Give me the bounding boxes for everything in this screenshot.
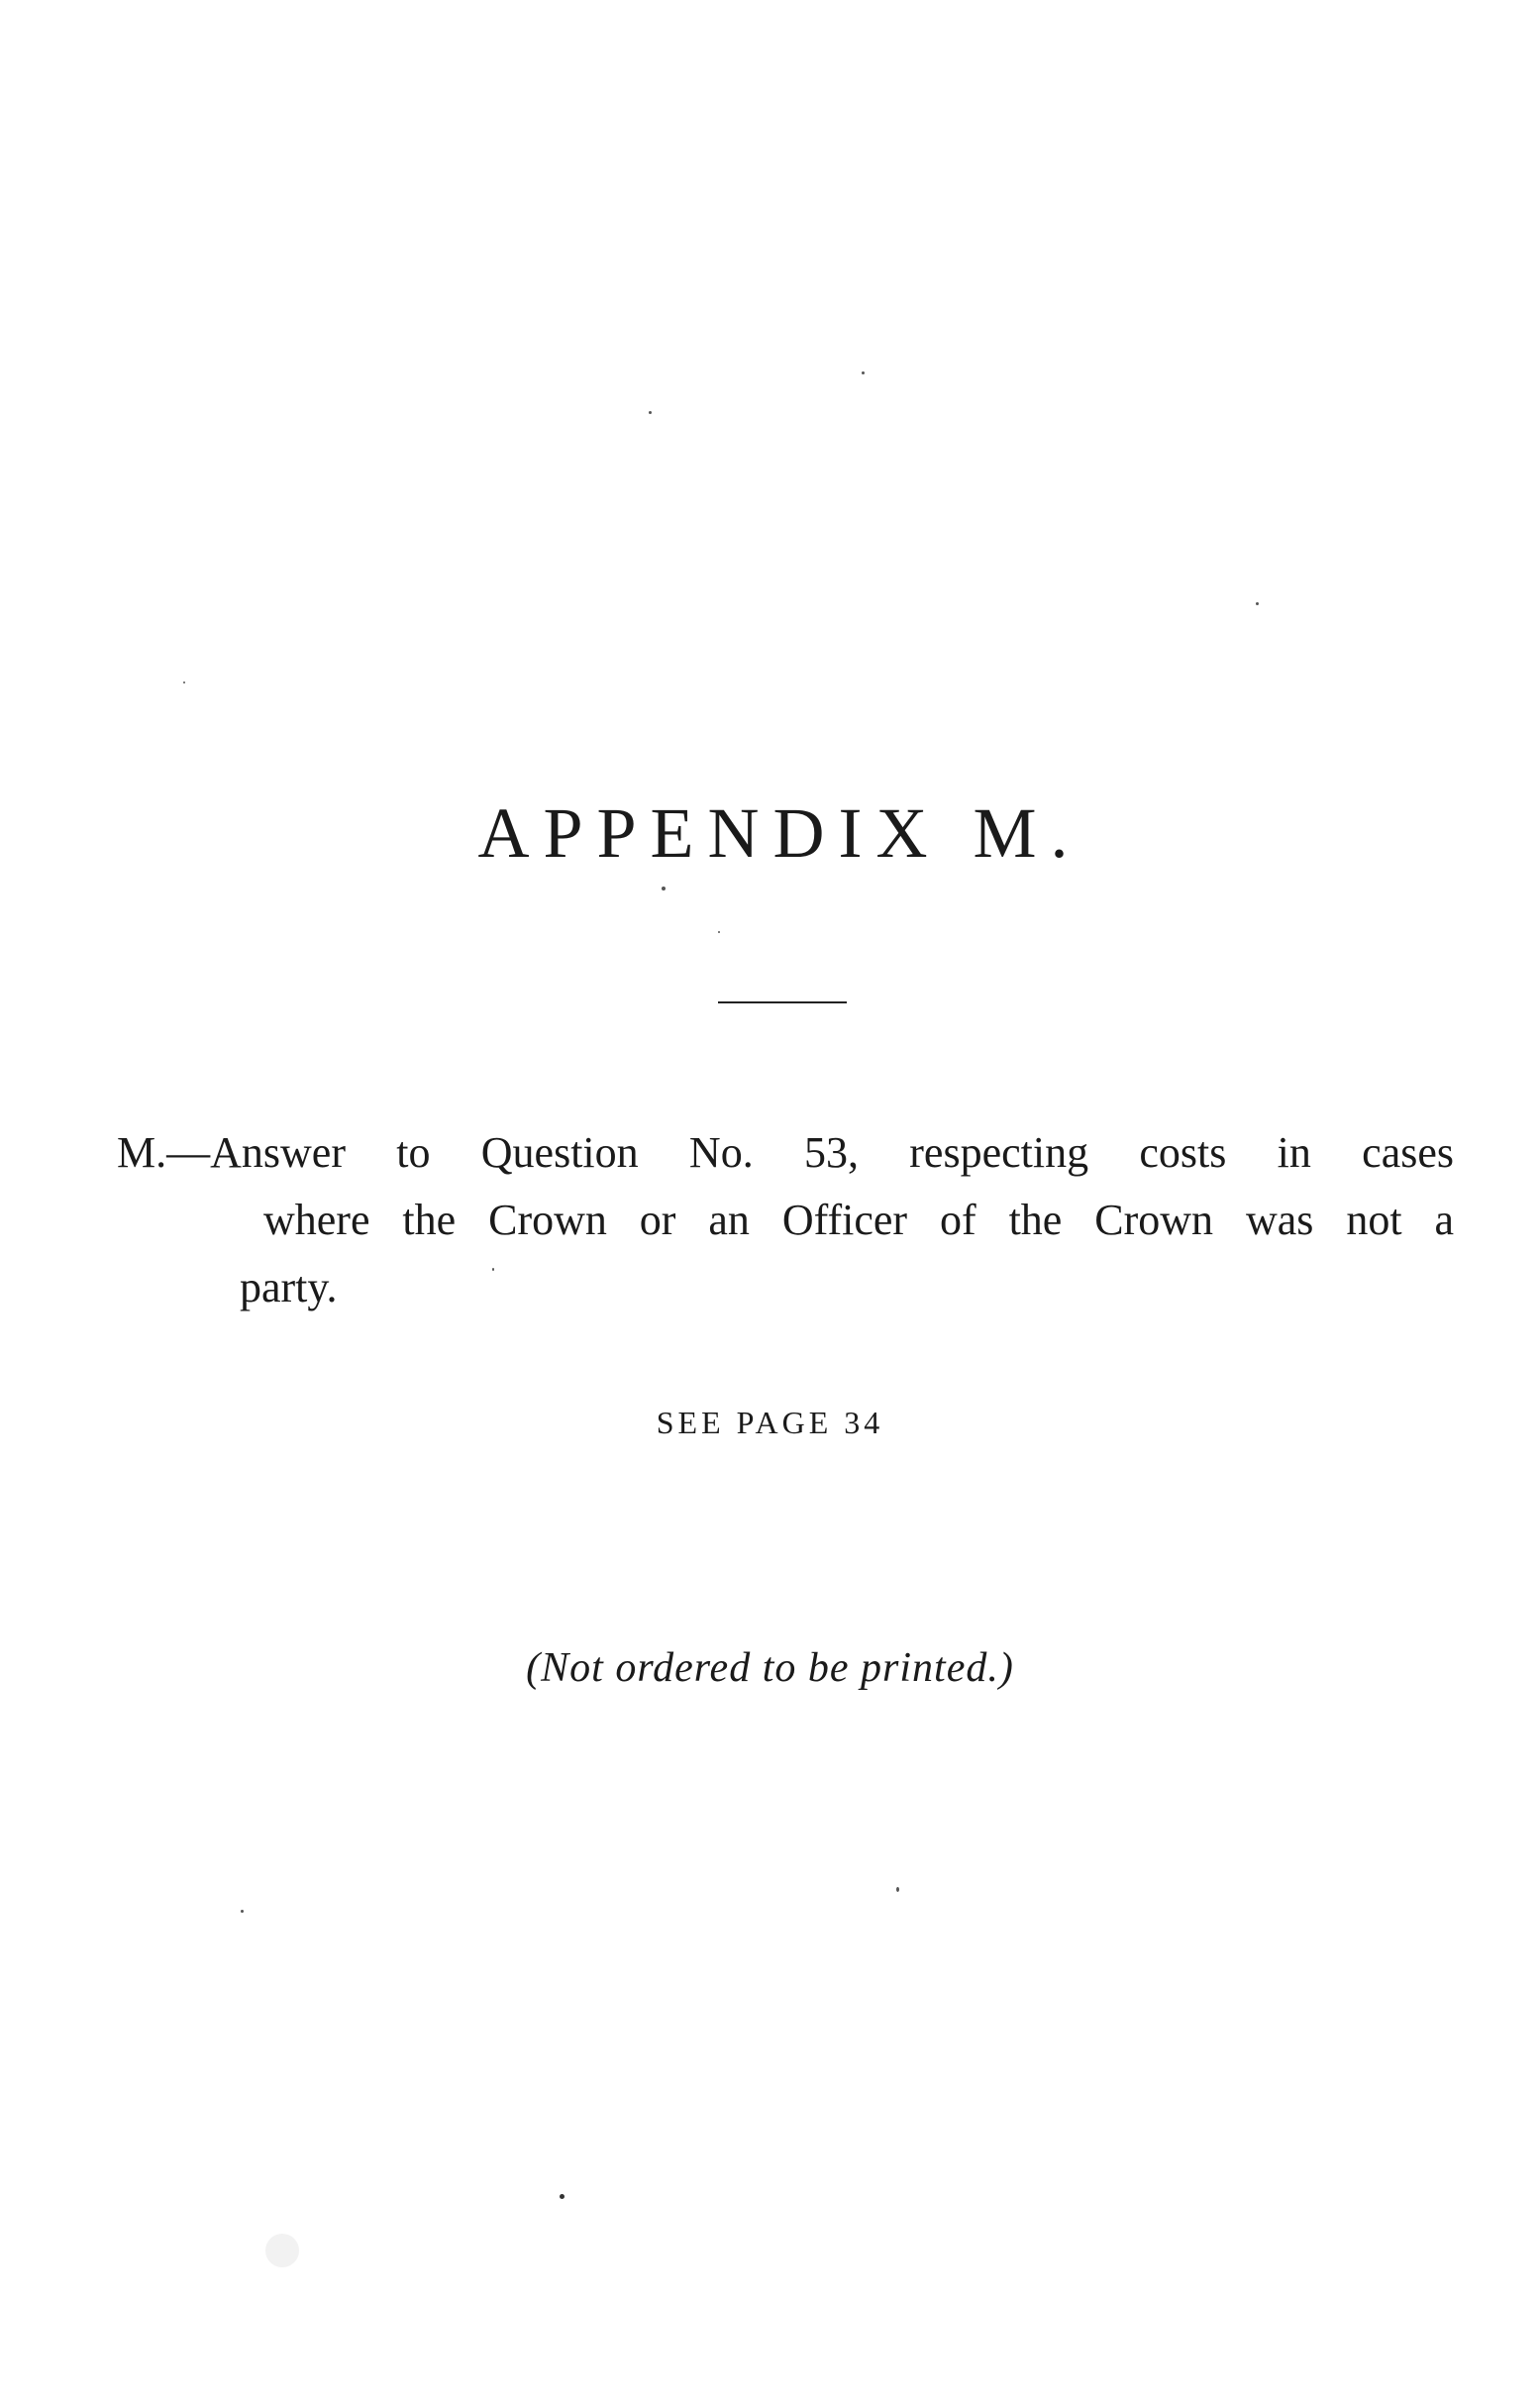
scan-speck — [662, 887, 666, 890]
entry-line-1: M.—Answer to Question No. 53, respecting costs in cases — [117, 1128, 1454, 1177]
print-note: (Not ordered to be printed.) — [526, 1645, 1014, 1691]
scan-speck — [862, 371, 865, 374]
scan-speck — [492, 1268, 494, 1271]
scan-speck — [241, 1910, 244, 1913]
scan-speck — [649, 411, 652, 414]
divider-rule — [718, 1001, 847, 1003]
see-page-reference: SEE PAGE 34 — [656, 1405, 884, 1440]
scan-speck — [560, 2194, 565, 2199]
scan-speck — [183, 681, 185, 683]
scan-speck — [718, 931, 720, 933]
scan-speck — [1256, 602, 1259, 605]
entry-line-2: where the Crown or an Officer of the Crown was not a — [263, 1196, 1454, 1244]
appendix-heading: APPENDIX M. — [477, 793, 1082, 873]
entry-line-3: party. — [240, 1263, 338, 1311]
appendix-entry — [117, 1119, 1454, 1321]
scan-speck — [265, 2234, 299, 2267]
scan-speck — [896, 1887, 899, 1892]
